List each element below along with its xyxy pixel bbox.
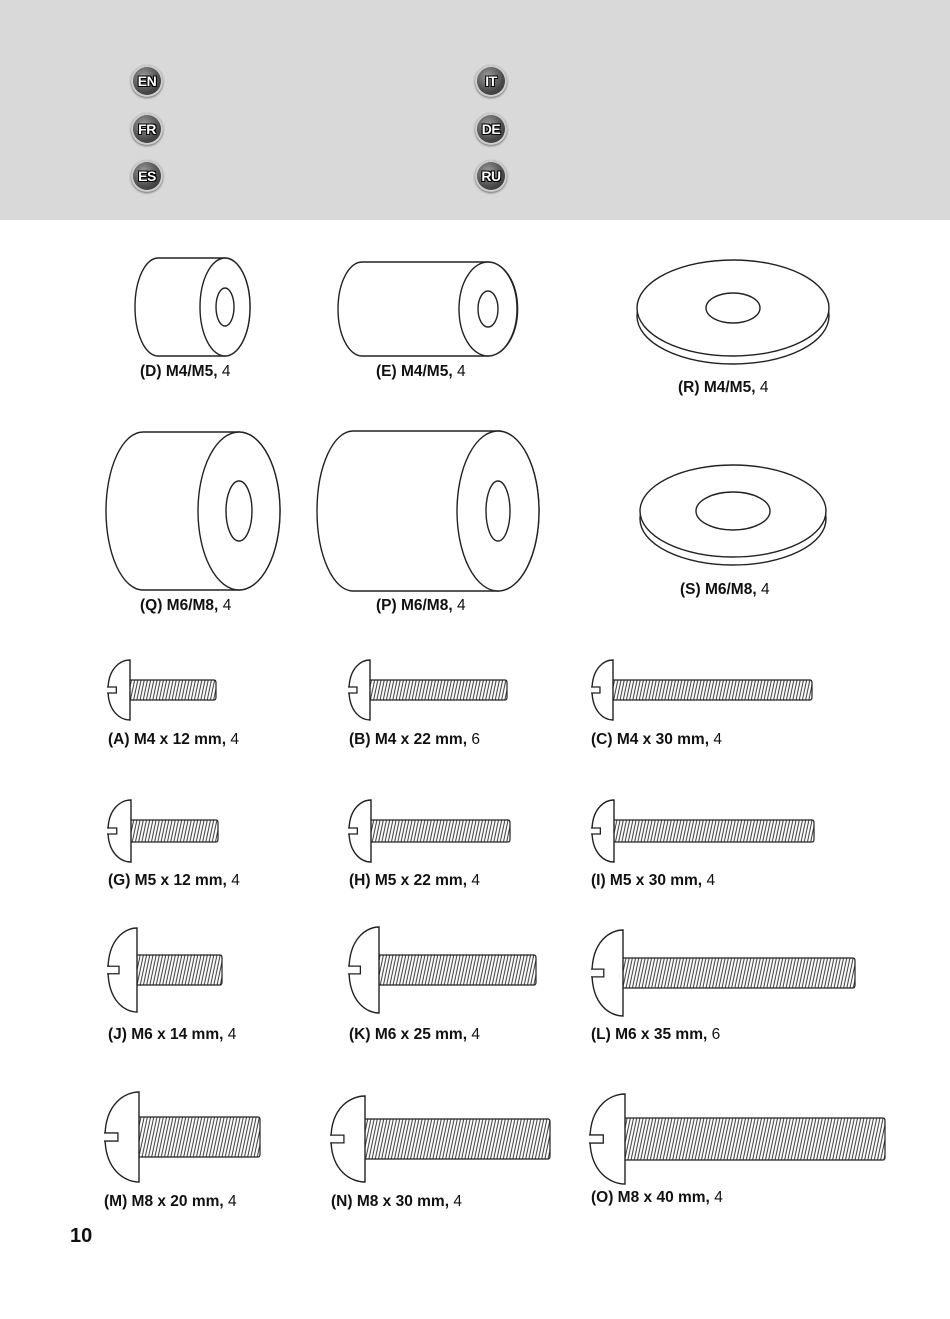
screw-label: (O) M8 x 40 mm, 4: [591, 1189, 723, 1206]
washer-r-drawing: [637, 260, 829, 364]
screw-drawing: [591, 800, 814, 862]
screw-drawing: [107, 928, 222, 1012]
screw-drawing: [107, 800, 218, 862]
washer-s-drawing: [640, 465, 826, 565]
screw-label: (L) M6 x 35 mm, 6: [591, 1026, 721, 1043]
language-badge-en: EN: [131, 65, 163, 97]
screw-label: (J) M6 x 14 mm, 4: [108, 1026, 237, 1043]
screw-label: (I) M5 x 30 mm, 4: [591, 872, 716, 889]
screw-drawing: [107, 660, 216, 720]
spacer-label: (R) M4/M5, 4: [678, 379, 769, 396]
language-badge-fr: FR: [131, 113, 163, 145]
spacer-p-drawing: [317, 431, 539, 591]
screw-label: (G) M5 x 12 mm, 4: [108, 872, 240, 889]
screw-label: (M) M8 x 20 mm, 4: [104, 1193, 237, 1210]
spacer-label: (S) M6/M8, 4: [680, 581, 770, 598]
screw-drawing: [589, 1094, 885, 1184]
screw-drawing: [348, 800, 510, 862]
spacer-label: (P) M6/M8, 4: [376, 597, 466, 614]
screw-label: (H) M5 x 22 mm, 4: [349, 872, 480, 889]
screw-label: (K) M6 x 25 mm, 4: [349, 1026, 480, 1043]
screw-drawing: [591, 660, 812, 720]
screw-drawing: [591, 930, 855, 1016]
spacer-label: (Q) M6/M8, 4: [140, 597, 232, 614]
screw-label: (A) M4 x 12 mm, 4: [108, 731, 239, 748]
screw-drawing: [348, 927, 536, 1013]
screw-label: (C) M4 x 30 mm, 4: [591, 731, 722, 748]
language-badge-it: IT: [475, 65, 507, 97]
spacer-d-drawing: [135, 258, 250, 356]
language-badge-es: ES: [131, 160, 163, 192]
language-badge-de: DE: [475, 113, 507, 145]
spacer-e-drawing: [338, 262, 518, 356]
spacer-q-drawing: [106, 432, 280, 590]
spacer-label: (E) M4/M5, 4: [376, 363, 466, 380]
language-badge-ru: RU: [475, 160, 507, 192]
screw-drawing: [330, 1096, 550, 1182]
screw-label: (N) M8 x 30 mm, 4: [331, 1193, 462, 1210]
page-number: 10: [70, 1225, 93, 1247]
screw-label: (B) M4 x 22 mm, 6: [349, 731, 480, 748]
screw-drawing: [348, 660, 507, 720]
spacer-label: (D) M4/M5, 4: [140, 363, 231, 380]
screw-drawing: [104, 1092, 260, 1182]
